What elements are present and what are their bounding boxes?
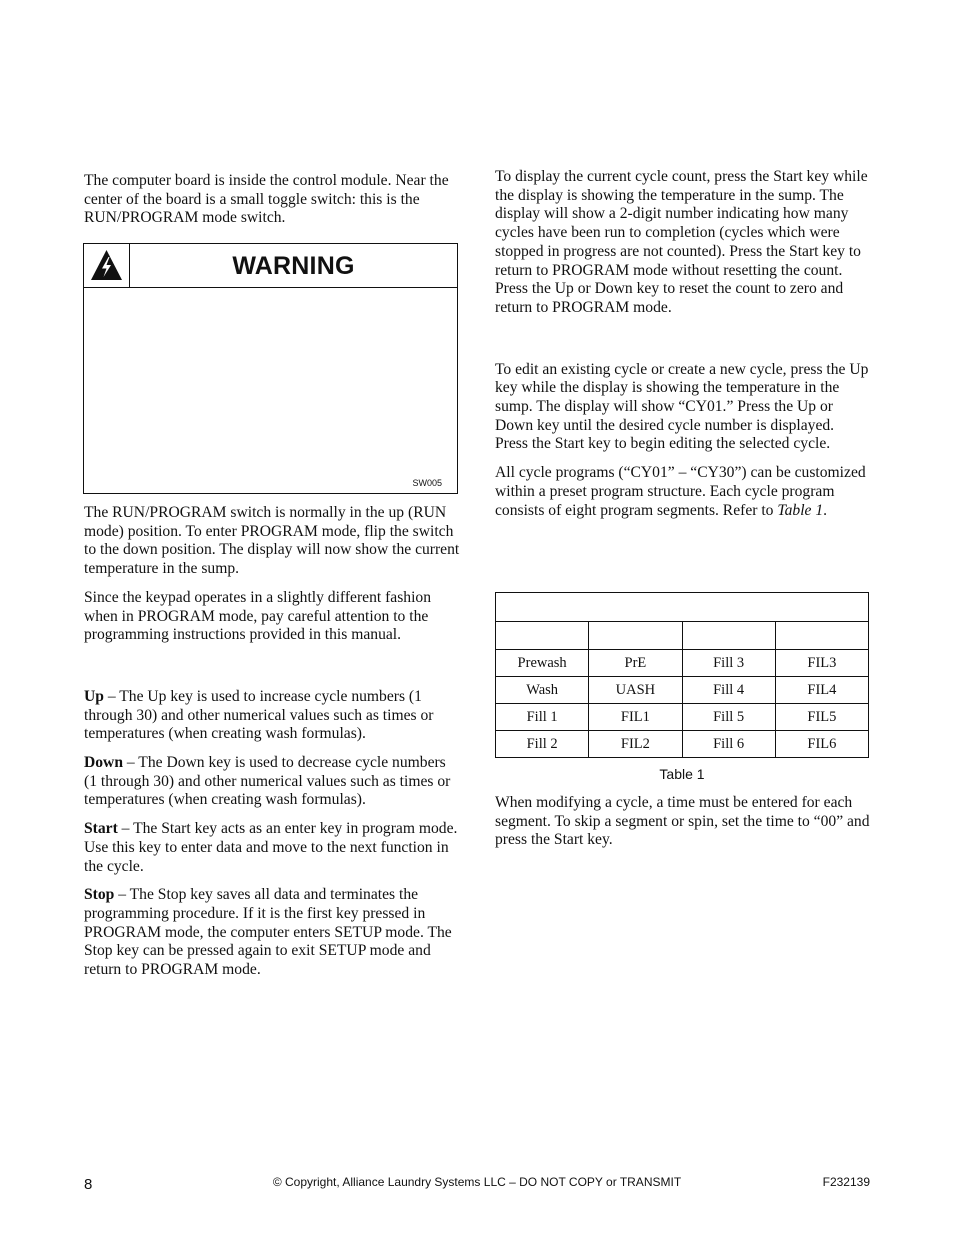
table-title-cell	[496, 593, 869, 622]
table-cell: FIL5	[775, 704, 868, 731]
right-column	[495, 168, 870, 520]
modify-paragraph: When modifying a cycle, a time must be entered for each segment. To skip a segment or spin, set the time to “00” and press the Start key.	[495, 794, 870, 849]
warning-title: WARNING	[232, 252, 355, 280]
edit-cycle-paragraph: To edit an existing cycle or create a new cycle, press the Up key while the display is showing the temperature in the sump. The display will show “CY01.” Press the Up or Down key until the desired cycle number is displayed. Press the Start key to begin editing the selected cycle.	[495, 360, 869, 453]
segments-table	[495, 592, 869, 758]
copyright-notice: © Copyright, Alliance Laundry Systems LLC – DO NOT COPY or TRANSMIT	[272, 1175, 682, 1189]
programs-paragraph	[495, 464, 870, 520]
table-cell: FIL3	[775, 650, 868, 677]
table-cell: Wash	[496, 677, 589, 704]
table-cell: Prewash	[496, 650, 589, 677]
table-header-cell	[589, 622, 682, 650]
table-cell: Fill 4	[682, 677, 775, 704]
warning-header	[84, 244, 457, 288]
table-cell: FIL2	[589, 731, 682, 758]
run-program-paragraph: The RUN/PROGRAM switch is normally in the up (RUN mode) position. To enter PROGRAM mode, flip the switch to the down position. The display will now show the current temperature in the sump.	[84, 504, 460, 578]
table-row	[496, 731, 869, 758]
table-title-row	[496, 593, 869, 622]
table-row	[496, 704, 869, 731]
table-cell: FIL6	[775, 731, 868, 758]
table-cell: Fill 2	[496, 731, 589, 758]
electrical-hazard-icon	[90, 249, 123, 281]
key-up-paragraph	[84, 688, 460, 744]
table-header-cell	[775, 622, 868, 650]
key-down-name: Down	[84, 754, 123, 772]
key-down-desc: – The Down key is used to decrease cycle numbers (1 through 30) and other numerical values such as times or temperatures (when creating wash formulas).	[84, 754, 451, 809]
key-start-name: Start	[84, 820, 118, 838]
cycle-count-paragraph: To display the current cycle count, press the Start key while the display is showing the temperature in the sump. The display will show a 2-digit number indicating how many cycles have been run to completion (cycles which were stopped in progress are not counted). Press the Start key to return to PROGRAM mode without resetting the count. Press the Up or Down key to reset the count to zero and return to PROGRAM mode.	[495, 168, 868, 316]
key-stop-desc: – The Stop key saves all data and terminates the programming procedure. If it is the first key pressed in PROGRAM mode, the computer enters SETUP mode. The Stop key can be pressed again to exit SETUP mode and return to PROGRAM mode.	[84, 886, 452, 979]
intro-paragraph: The computer board is inside the control module. Near the center of the board is a small toggle switch: this is the RUN/PROGRAM mode switch.	[84, 172, 449, 227]
programs-end: .	[823, 501, 828, 519]
table-cell: UASH	[589, 677, 682, 704]
table-header-cell	[682, 622, 775, 650]
key-stop-name: Stop	[84, 886, 115, 904]
page-number: 8	[84, 1176, 93, 1193]
table-cell: Fill 3	[682, 650, 775, 677]
keypad-paragraph: Since the keypad operates in a slightly different fashion when in PROGRAM mode, pay careful attention to the programming instructions provided in this manual.	[84, 588, 432, 644]
key-start-desc: – The Start key acts as an enter key in program mode. Use this key to enter data and move to the next function in the cycle.	[84, 820, 458, 875]
key-up-name: Up	[84, 687, 104, 705]
table-caption: Table 1	[659, 766, 705, 782]
left-column	[84, 172, 460, 228]
key-up-desc: – The Up key is used to increase cycle numbers (1 through 30) and other numerical values such as times or temperatures (when creating wash formulas).	[84, 687, 434, 743]
programs-text: All cycle programs (“CY01” – “CY30”) can be customized within a preset program structure. Each cycle program consists of eight program segments. Refer to	[495, 464, 866, 519]
table-cell: FIL1	[589, 704, 682, 731]
warning-code: SW005	[412, 478, 442, 488]
key-stop-paragraph	[84, 886, 460, 980]
table-row	[496, 650, 869, 677]
table-reference: Table 1	[777, 501, 824, 519]
table-cell: Fill 5	[682, 704, 775, 731]
table-cell: Fill 6	[682, 731, 775, 758]
key-down-paragraph	[84, 754, 460, 810]
table-cell: FIL4	[775, 677, 868, 704]
table-row	[496, 677, 869, 704]
warning-box	[83, 243, 458, 494]
table-header-cell	[496, 622, 589, 650]
document-number: F232139	[822, 1175, 870, 1189]
key-start-paragraph	[84, 820, 460, 876]
table-header-row	[496, 622, 869, 650]
left-column-lower	[84, 504, 460, 980]
right-column-lower	[495, 794, 870, 850]
page-footer	[84, 1175, 870, 1195]
table-cell: Fill 1	[496, 704, 589, 731]
table-cell: PrE	[589, 650, 682, 677]
warning-icon-cell	[84, 244, 130, 287]
